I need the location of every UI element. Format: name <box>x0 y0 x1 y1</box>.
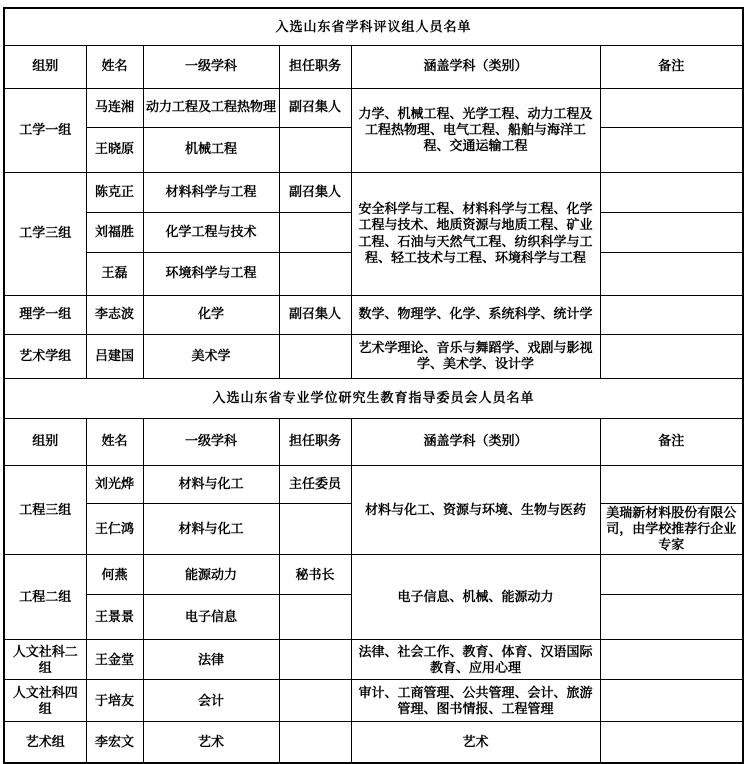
note-cell <box>600 680 743 722</box>
position-cell <box>279 595 351 640</box>
discipline-cell: 艺术 <box>143 722 279 763</box>
position-cell: 副召集人 <box>279 172 351 212</box>
group-cell: 人文社科四组 <box>4 680 86 722</box>
note-cell <box>600 722 743 763</box>
name-cell: 王景景 <box>86 595 143 640</box>
covered-cell: 法律、社会工作、教育、体育、汉语国际教育、应用心理 <box>351 640 600 680</box>
column-header-position: 担任职务 <box>279 45 351 88</box>
note-cell <box>600 172 743 212</box>
covered-cell: 艺术 <box>351 722 600 763</box>
name-cell: 马连湘 <box>86 88 143 127</box>
position-cell <box>279 640 351 680</box>
column-header-group: 组别 <box>4 418 86 465</box>
discipline-cell: 材料与化工 <box>143 503 279 555</box>
position-cell <box>279 503 351 555</box>
table-row <box>4 680 743 722</box>
group-cell: 理学一组 <box>4 295 86 334</box>
position-cell <box>279 252 351 295</box>
group-cell: 艺术学组 <box>4 334 86 378</box>
note-cell <box>600 334 743 378</box>
covered-cell: 材料与化工、资源与环境、生物与医药 <box>351 465 600 555</box>
name-cell: 刘福胜 <box>86 212 143 252</box>
column-header-position: 担任职务 <box>279 418 351 465</box>
column-header-note: 备注 <box>600 45 743 88</box>
covered-cell: 安全科学与工程、材料科学与工程、化学工程与技术、地质资源与地质工程、矿业工程、石油与天然气工程、纺织科学与工程、轻工技术与工程、环境科学与工程 <box>351 172 600 295</box>
covered-cell: 数学、物理学、化学、系统科学、统计学 <box>351 295 600 334</box>
discipline-cell: 美术学 <box>143 334 279 378</box>
name-cell: 李宏文 <box>86 722 143 763</box>
discipline-cell: 材料科学与工程 <box>143 172 279 212</box>
column-header-group: 组别 <box>4 45 86 88</box>
table-row <box>4 555 743 595</box>
note-cell <box>600 88 743 127</box>
table-row <box>4 88 743 127</box>
discipline-cell: 材料与化工 <box>143 465 279 503</box>
column-header-covered: 涵盖学科（类别） <box>351 45 600 88</box>
table-row <box>4 334 743 378</box>
note-cell <box>600 640 743 680</box>
covered-cell: 电子信息、机械、能源动力 <box>351 555 600 640</box>
table1-title: 入选山东省学科评议组人员名单 <box>4 8 743 45</box>
personnel-table <box>3 7 744 764</box>
name-cell: 于培友 <box>86 680 143 722</box>
group-cell: 工学一组 <box>4 88 86 172</box>
group-cell: 工程二组 <box>4 555 86 640</box>
note-cell: 美瑞新材料股份有限公司，由学校推荐行企业专家 <box>600 503 743 555</box>
note-cell <box>600 127 743 172</box>
note-cell <box>600 295 743 334</box>
table-row <box>4 465 743 503</box>
covered-cell: 艺术学理论、音乐与舞蹈学、戏剧与影视学、美术学、设计学 <box>351 334 600 378</box>
table-row <box>4 722 743 763</box>
discipline-cell: 机械工程 <box>143 127 279 172</box>
position-cell: 主任委员 <box>279 465 351 503</box>
name-cell: 何燕 <box>86 555 143 595</box>
discipline-cell: 能源动力 <box>143 555 279 595</box>
note-cell <box>600 595 743 640</box>
note-cell <box>600 252 743 295</box>
discipline-cell: 化学工程与技术 <box>143 212 279 252</box>
note-cell <box>600 212 743 252</box>
name-cell: 陈克正 <box>86 172 143 212</box>
name-cell: 王仁鸿 <box>86 503 143 555</box>
position-cell: 副召集人 <box>279 295 351 334</box>
column-header-name: 姓名 <box>86 45 143 88</box>
position-cell <box>279 127 351 172</box>
column-header-note: 备注 <box>600 418 743 465</box>
note-cell <box>600 555 743 595</box>
group-cell: 艺术组 <box>4 722 86 763</box>
name-cell: 王晓原 <box>86 127 143 172</box>
discipline-cell: 化学 <box>143 295 279 334</box>
column-header-discipline: 一级学科 <box>143 45 279 88</box>
table-row <box>4 640 743 680</box>
covered-cell: 力学、机械工程、光学工程、动力工程及工程热物理、电气工程、船舶与海洋工程、交通运输工程 <box>351 88 600 172</box>
column-header-name: 姓名 <box>86 418 143 465</box>
note-cell <box>600 465 743 503</box>
group-cell: 人文社科二组 <box>4 640 86 680</box>
discipline-cell: 会计 <box>143 680 279 722</box>
column-header-covered: 涵盖学科（类别） <box>351 418 600 465</box>
group-cell: 工程三组 <box>4 465 86 555</box>
table-row <box>4 172 743 212</box>
covered-cell: 审计、工商管理、公共管理、会计、旅游管理、图书情报、工程管理 <box>351 680 600 722</box>
name-cell: 王磊 <box>86 252 143 295</box>
position-cell <box>279 334 351 378</box>
position-cell <box>279 722 351 763</box>
name-cell: 王金堂 <box>86 640 143 680</box>
position-cell: 秘书长 <box>279 555 351 595</box>
discipline-cell: 环境科学与工程 <box>143 252 279 295</box>
discipline-cell: 法律 <box>143 640 279 680</box>
table-row <box>4 295 743 334</box>
name-cell: 吕建国 <box>86 334 143 378</box>
discipline-cell: 动力工程及工程热物理 <box>143 88 279 127</box>
position-cell <box>279 680 351 722</box>
group-cell: 工学三组 <box>4 172 86 295</box>
discipline-cell: 电子信息 <box>143 595 279 640</box>
name-cell: 李志波 <box>86 295 143 334</box>
table2-title: 入选山东省专业学位研究生教育指导委员会人员名单 <box>4 378 743 418</box>
column-header-discipline: 一级学科 <box>143 418 279 465</box>
position-cell: 副召集人 <box>279 88 351 127</box>
position-cell <box>279 212 351 252</box>
name-cell: 刘光烨 <box>86 465 143 503</box>
